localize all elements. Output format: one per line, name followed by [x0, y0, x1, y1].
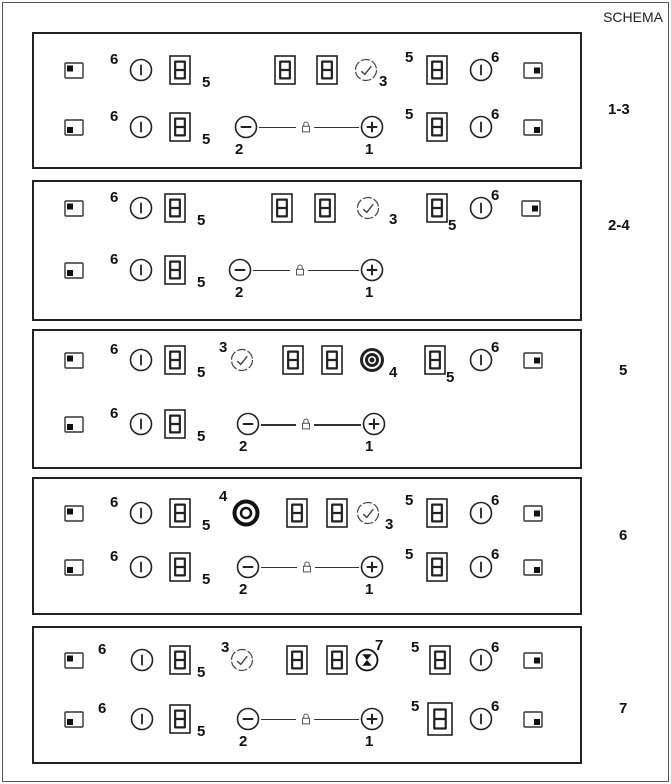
- callout-display-right: 5: [405, 49, 414, 66]
- cooking-zone-left-icon: [64, 62, 84, 79]
- power-left-button[interactable]: [129, 412, 153, 436]
- minus-button[interactable]: [236, 707, 260, 731]
- timer-icon[interactable]: [230, 648, 254, 672]
- digit-display-left: [169, 55, 191, 85]
- cooking-zone-right-icon: [523, 652, 543, 669]
- power-left-button[interactable]: [129, 196, 153, 220]
- power-left-button[interactable]: [129, 348, 153, 372]
- callout-power-left: 6: [110, 494, 119, 511]
- callout-special: 7: [375, 637, 384, 654]
- callout-timer: 3: [221, 639, 230, 656]
- callout-plus: 1: [365, 284, 374, 301]
- lock-icon[interactable]: [300, 560, 314, 574]
- callout-display-left: 5: [197, 364, 206, 381]
- connector-line: [261, 567, 297, 568]
- scheme-label: 2-4: [608, 217, 630, 234]
- lock-icon[interactable]: [299, 120, 313, 134]
- callout-power-left: 6: [110, 108, 119, 125]
- timer-display-digit: [326, 645, 348, 675]
- callout-display-right: 5: [405, 492, 414, 509]
- cooking-zone-left-icon: [64, 652, 84, 669]
- callout-timer: 3: [385, 516, 394, 533]
- digit-display-left: [164, 345, 186, 375]
- scheme-label: 6: [619, 527, 628, 544]
- digit-display-left: [169, 112, 191, 142]
- callout-power-left: 6: [98, 700, 107, 717]
- digit-display-left: [169, 552, 191, 582]
- callout-display-right: 5: [411, 639, 420, 656]
- digit-display-right: [426, 55, 448, 85]
- connector-line: [315, 567, 359, 568]
- callout-power-right: 6: [491, 492, 500, 509]
- cooking-zone-left-icon: [64, 262, 84, 279]
- cooking-zone-left-icon: [64, 559, 84, 576]
- plus-button[interactable]: [360, 707, 384, 731]
- timer-display-digit: [286, 645, 308, 675]
- callout-display-right: 5: [405, 106, 414, 123]
- callout-power-left: 6: [110, 251, 119, 268]
- power-left-button[interactable]: [129, 58, 153, 82]
- bridge-zone-icon[interactable]: [359, 347, 385, 373]
- scheme-label: 7: [619, 700, 628, 717]
- callout-minus: 2: [239, 733, 248, 750]
- connector-line: [253, 270, 290, 271]
- digit-display-right: [426, 552, 448, 582]
- lock-icon[interactable]: [299, 417, 313, 431]
- digit-display-left: [169, 645, 191, 675]
- scheme-label: 1-3: [608, 101, 630, 118]
- power-left-button[interactable]: [130, 648, 154, 672]
- callout-display-left: 5: [197, 723, 206, 740]
- callout-display-left: 5: [197, 212, 206, 229]
- plus-button[interactable]: [360, 115, 384, 139]
- digit-display-right: [426, 193, 448, 223]
- digit-display-right: [429, 645, 451, 675]
- minus-button[interactable]: [234, 115, 258, 139]
- power-left-button[interactable]: [129, 501, 153, 525]
- callout-minus: 2: [235, 284, 244, 301]
- callout-power-left: 6: [110, 189, 119, 206]
- callout-display-right: 5: [411, 698, 420, 715]
- cooking-zone-right-icon: [523, 711, 543, 728]
- connector-line: [261, 424, 296, 426]
- cooking-zone-left-icon: [64, 505, 84, 522]
- digit-display-left: [164, 193, 186, 223]
- power-right-button[interactable]: [469, 555, 493, 579]
- digit-display-right: [426, 498, 448, 528]
- digit-display-left: [169, 704, 191, 734]
- callout-minus: 2: [239, 581, 248, 598]
- callout-power-left: 6: [110, 341, 119, 358]
- cooking-zone-right-icon: [523, 62, 543, 79]
- power-left-button[interactable]: [129, 115, 153, 139]
- connector-line: [308, 270, 359, 271]
- timer-display-digit: [282, 345, 304, 375]
- lock-icon[interactable]: [299, 712, 313, 726]
- timer-display-digit: [271, 193, 293, 223]
- power-right-button[interactable]: [469, 58, 493, 82]
- connector-line: [314, 127, 359, 128]
- cooking-zone-right-icon: [521, 200, 541, 217]
- digit-display-left: [164, 409, 186, 439]
- callout-plus: 1: [365, 581, 374, 598]
- callout-display-left: 5: [197, 274, 206, 291]
- digit-display-left: [164, 255, 186, 285]
- callout-power-right: 6: [491, 639, 500, 656]
- power-right-button[interactable]: [469, 501, 493, 525]
- callout-special: 4: [389, 364, 398, 381]
- callout-special: 4: [219, 488, 228, 505]
- callout-display-left: 5: [197, 664, 206, 681]
- callout-minus: 2: [239, 438, 248, 455]
- callout-power-right: 6: [491, 106, 500, 123]
- digit-display-left: [169, 498, 191, 528]
- power-left-button[interactable]: [129, 258, 153, 282]
- timer-display-digit: [326, 498, 348, 528]
- cooking-zone-left-icon: [64, 416, 84, 433]
- callout-power-left: 6: [110, 405, 119, 422]
- callout-power-right: 6: [491, 698, 500, 715]
- timer-display-digit: [274, 55, 296, 85]
- callout-power-left: 6: [110, 548, 119, 565]
- diagram-title: SCHEMA: [603, 9, 663, 25]
- power-left-button[interactable]: [129, 555, 153, 579]
- extended-zone-icon[interactable]: [232, 499, 260, 527]
- callout-power-right: 6: [491, 339, 500, 356]
- cooking-zone-left-icon: [64, 200, 84, 217]
- power-left-button[interactable]: [130, 707, 154, 731]
- cooking-zone-right-icon: [523, 352, 543, 369]
- cooking-zone-left-icon: [64, 119, 84, 136]
- callout-power-right: 6: [491, 49, 500, 66]
- timer-display-digit: [316, 55, 338, 85]
- power-right-button[interactable]: [469, 115, 493, 139]
- connector-line: [261, 719, 296, 720]
- callout-display-left: 5: [197, 428, 206, 445]
- digit-display-right: [424, 345, 446, 375]
- callout-plus: 1: [365, 733, 374, 750]
- plus-button[interactable]: [360, 258, 384, 282]
- cooking-zone-left-icon: [64, 352, 84, 369]
- timer-icon[interactable]: [230, 348, 254, 372]
- callout-timer: 3: [379, 73, 388, 90]
- lock-icon[interactable]: [293, 263, 307, 277]
- callout-display-left: 5: [202, 74, 211, 91]
- digit-display-right: [427, 702, 453, 736]
- minus-button[interactable]: [228, 258, 252, 282]
- timer-icon[interactable]: [356, 196, 380, 220]
- callout-power-right: 6: [491, 546, 500, 563]
- callout-display-right: 5: [446, 369, 455, 386]
- callout-power-left: 6: [110, 51, 119, 68]
- power-right-button[interactable]: [469, 348, 493, 372]
- callout-minus: 2: [235, 141, 244, 158]
- callout-power-left: 6: [98, 641, 107, 658]
- scheme-label: 5: [619, 362, 628, 379]
- callout-display-right: 5: [405, 546, 414, 563]
- connector-line: [314, 424, 361, 426]
- callout-plus: 1: [365, 141, 374, 158]
- callout-display-right: 5: [448, 217, 457, 234]
- plus-button[interactable]: [360, 555, 384, 579]
- cooking-zone-left-icon: [64, 711, 84, 728]
- callout-display-left: 5: [202, 131, 211, 148]
- timer-icon[interactable]: [356, 501, 380, 525]
- callout-power-right: 6: [491, 187, 500, 204]
- minus-button[interactable]: [236, 412, 260, 436]
- timer-icon[interactable]: [354, 58, 378, 82]
- cooking-zone-right-icon: [523, 119, 543, 136]
- power-right-button[interactable]: [469, 707, 493, 731]
- callout-display-left: 5: [202, 517, 211, 534]
- timer-display-digit: [314, 193, 336, 223]
- minus-button[interactable]: [236, 555, 260, 579]
- connector-line: [259, 127, 296, 128]
- cooking-zone-right-icon: [523, 559, 543, 576]
- power-right-button[interactable]: [469, 196, 493, 220]
- callout-display-left: 5: [202, 571, 211, 588]
- power-right-button[interactable]: [469, 648, 493, 672]
- callout-timer: 3: [389, 211, 398, 228]
- connector-line: [314, 719, 359, 720]
- timer-display-digit: [286, 498, 308, 528]
- digit-display-right: [426, 112, 448, 142]
- callout-timer: 3: [219, 339, 228, 356]
- timer-display-digit: [321, 345, 343, 375]
- callout-plus: 1: [365, 438, 374, 455]
- plus-button[interactable]: [362, 412, 386, 436]
- cooking-zone-right-icon: [523, 505, 543, 522]
